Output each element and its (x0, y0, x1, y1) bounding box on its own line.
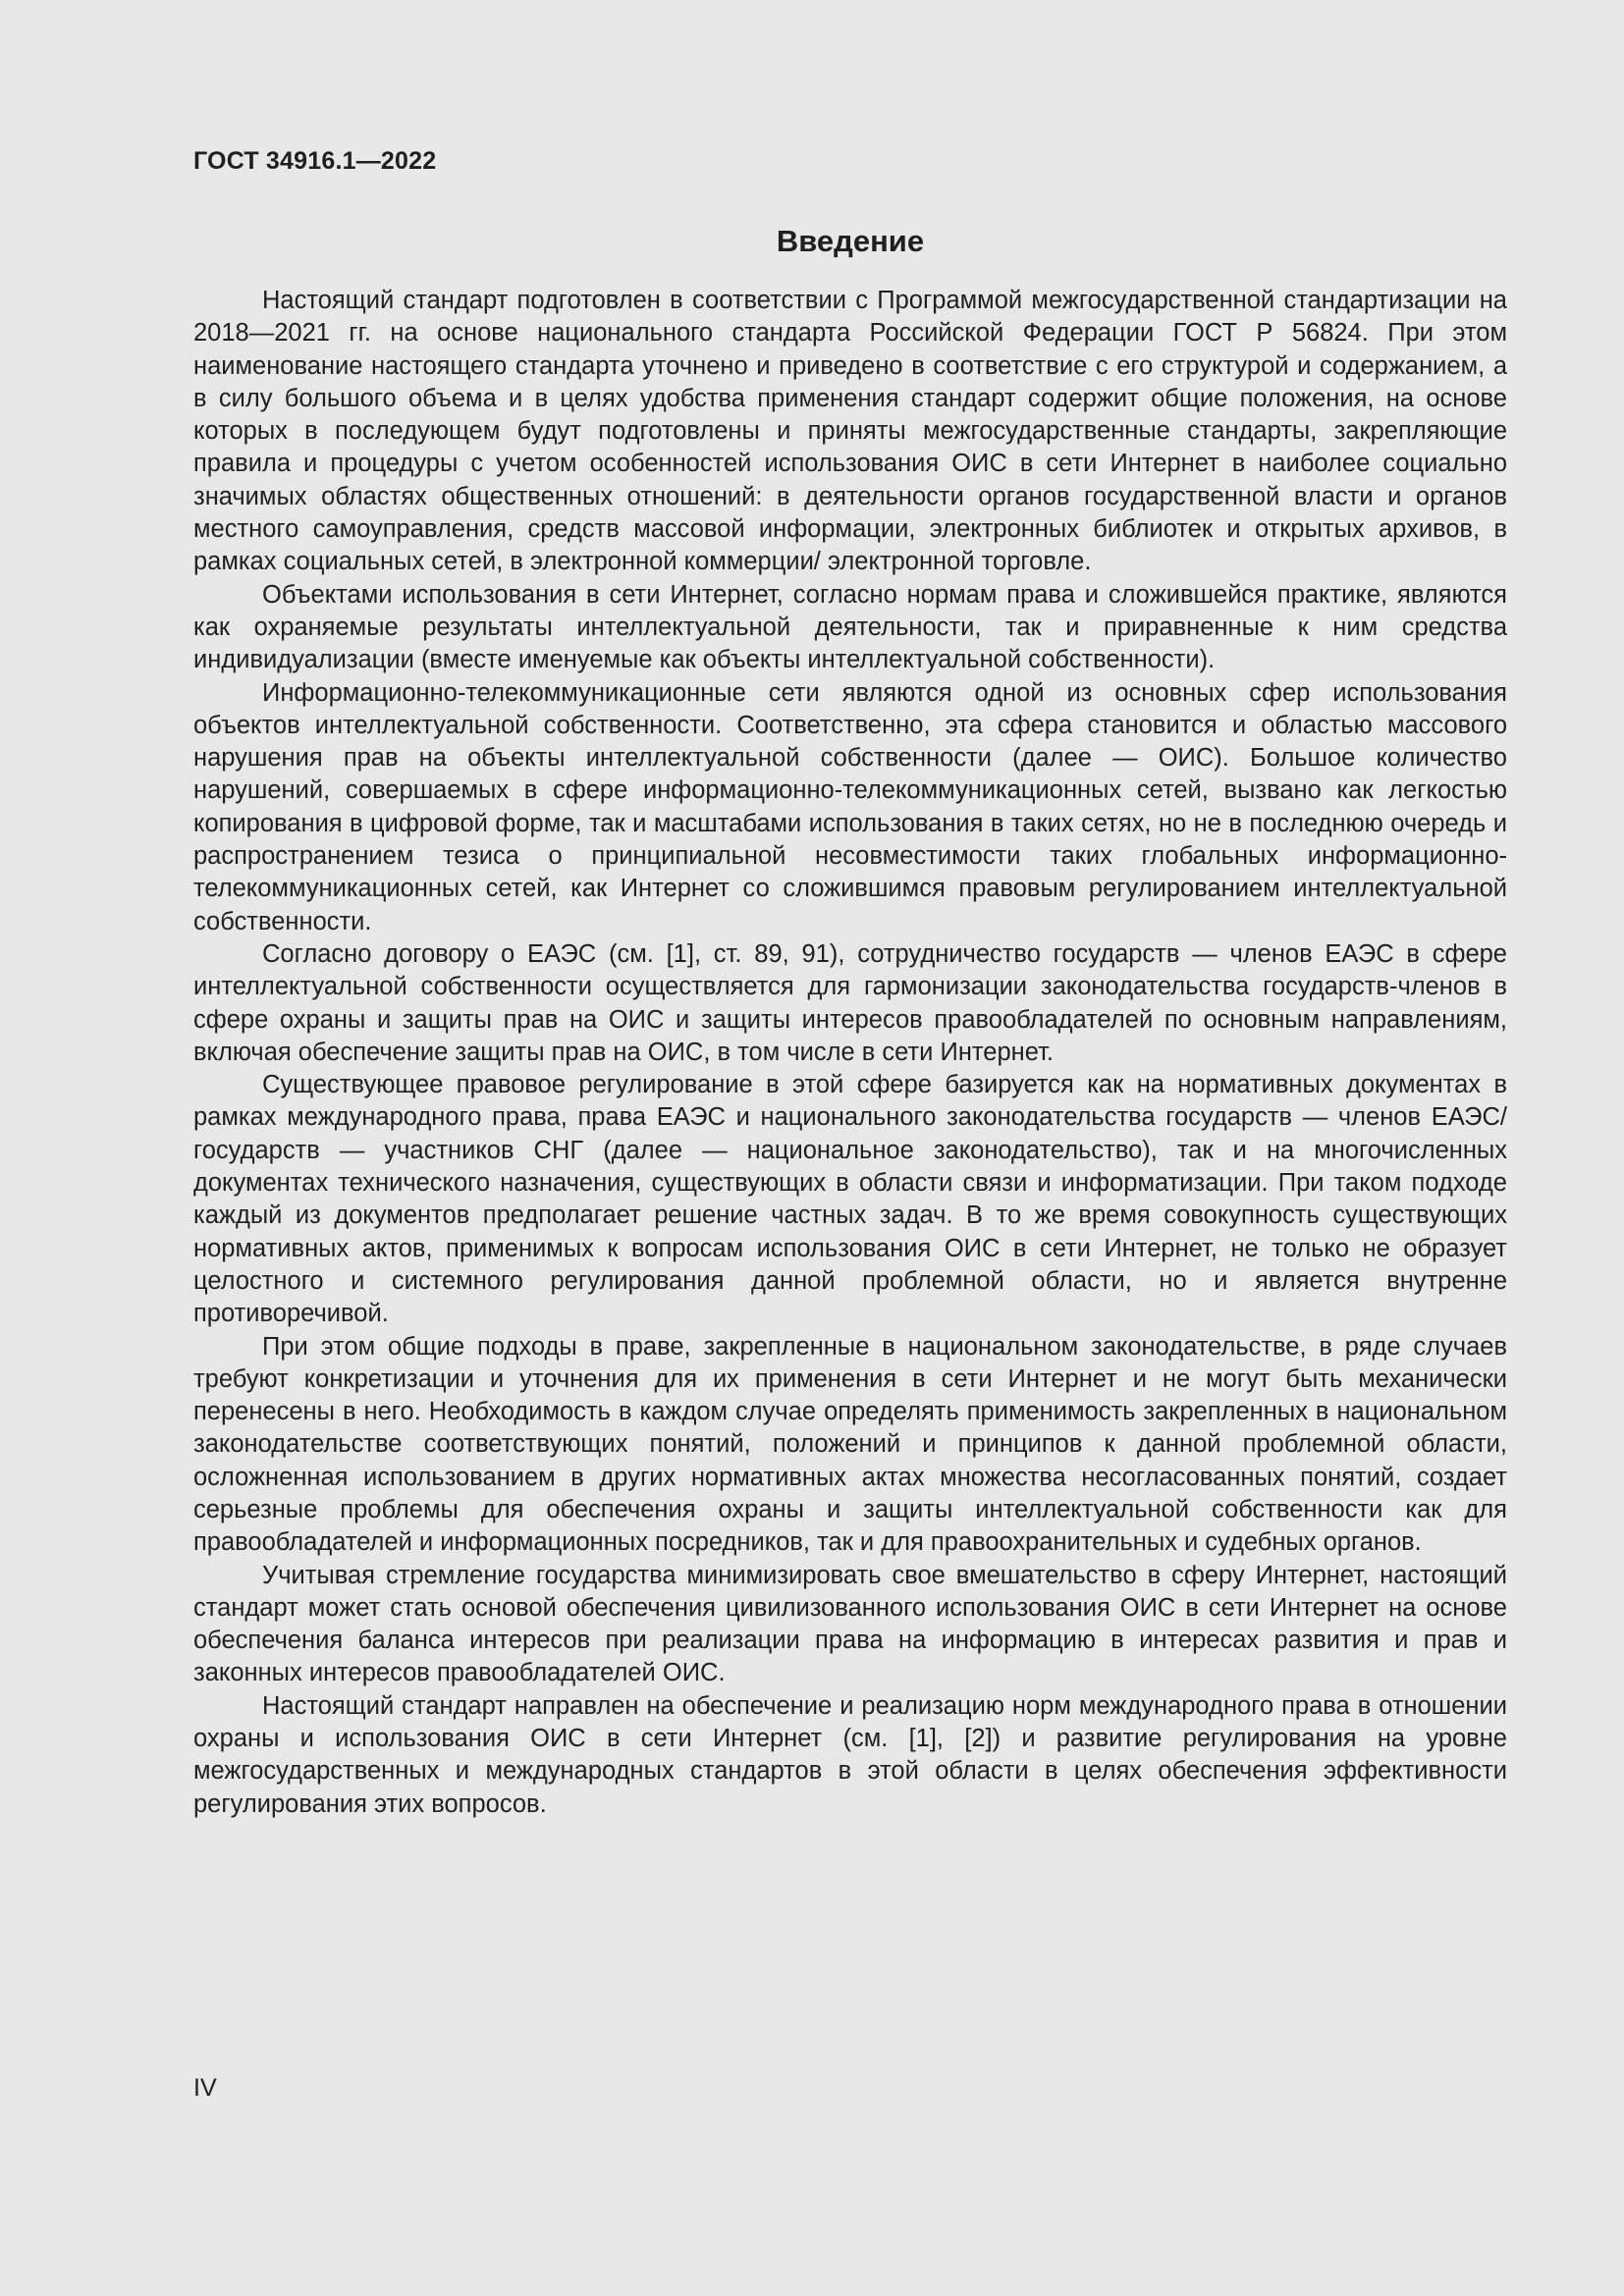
page-number: IV (193, 2074, 217, 2102)
paragraph-1: Настоящий стандарт подготовлен в соответствии с Программой межгосударственной стандартизации на 2018—2021 гг. на основе национального стандарта Российской Федерации ГОСТ Р 56824. При этом наименование настоящего стандарта уточнено и приведено в соответствие с его структурой и содержанием, а в силу большого объема и в целях удобства применения стандарт содержит общие положения, на основе которых в последующем будут подготовлены и приняты межгосударственные стандарты, закрепляющие правила и процедуры с учетом особенностей использования ОИС в сети Интернет в наиболее социально значимых областях общественных отношений: в деятельности органов государственной власти и органов местного самоуправления, средств массовой информации, электронных библиотек и открытых архивов, в рамках социальных сетей, в электронной коммерции/ электронной торговле. (193, 287, 1507, 576)
paragraph-6: При этом общие подходы в праве, закрепленные в национальном законодательстве, в ряде случаев требуют конкретизации и уточнения для их применения в сети Интернет и не могут быть механически перенесены в него. Необходимость в каждом случае определять применимость закрепленных в национальном законодательстве соответствующих понятий, положений и принципов к данной проблемной области, осложненная использованием в других нормативных актах множества несогласованных понятий, создает серьезные проблемы для обеспечения охраны и защиты интеллектуальной собственности как для правообладателей и информационных посредников, так и для правоохранительных и судебных органов. (193, 1332, 1507, 1557)
paragraph-7: Учитывая стремление государства минимизировать свое вмешательство в сферу Интернет, настоящий стандарт может стать основой обеспечения цивилизованного использования ОИС в сети Интернет на основе обеспечения баланса интересов при реализации права на информацию в интересах развития и прав и законных интересов правообладателей ОИС. (193, 1561, 1507, 1687)
page-title: Введение (776, 224, 925, 258)
paragraph-8: Настоящий стандарт направлен на обеспечение и реализацию норм международного права в отношении охраны и использования ОИС в сети Интернет (см. [1], [2]) и развитие регулирования на уровне межгосударственных и международных стандартов в этой области в целях обеспечения эффективности регулирования этих вопросов. (193, 1691, 1507, 1818)
paragraph-3: Информационно-телекоммуникационные сети являются одной из основных сфер использования объектов интеллектуальной собственности. Соответственно, эта сфера становится и областью массового нарушения прав на объекты интеллектуальной собственности (далее — ОИС). Большое количество нарушений, совершаемых в сфере информационно-телекоммуникационных сетей, вызвано как легкостью копирования в цифровой форме, так и масштабами использования в таких сетях, но не в последнюю очередь и распространением тезиса о принципиальной несовместимости таких глобальных информационно-телекоммуникационных сетей, как Интернет со сложившимся правовым регулированием интеллектуальной собственности. (193, 678, 1507, 935)
document-body (193, 285, 1507, 1821)
document-code-header: ГОСТ 34916.1—2022 (193, 147, 437, 175)
paragraph-2: Объектами использования в сети Интернет, согласно нормам права и сложившейся практике, являются как охраняемые результаты интеллектуальной деятельности, так и приравненные к ним средства индивидуализации (вместе именуемые как объекты интеллектуальной собственности). (193, 580, 1507, 674)
paragraph-4: Согласно договору о ЕАЭС (см. [1], ст. 89, 91), сотрудничество государств — членов ЕАЭС в сфере интеллектуальной собственности осуществляется для гармонизации законодательства государств-членов в сфере охраны и защиты прав на ОИС и защиты интересов правообладателей по основным направлениям, включая обеспечение защиты прав на ОИС, в том числе в сети Интернет. (193, 939, 1507, 1066)
paragraph-5: Существующее правовое регулирование в этой сфере базируется как на нормативных документах в рамках международного права, права ЕАЭС и национального законодательства государств — членов ЕАЭС/государств — участников СНГ (далее — национальное законодательство), так и на многочисленных документах технического назначения, существующих в области связи и информатизации. При таком подходе каждый из документов предполагает решение частных задач. В то же время совокупность существующих нормативных актов, применимых к вопросам использования ОИС в сети Интернет, не только не образует целостного и системного регулирования данной проблемной области, но и является внутренне противоречивой. (193, 1071, 1507, 1328)
